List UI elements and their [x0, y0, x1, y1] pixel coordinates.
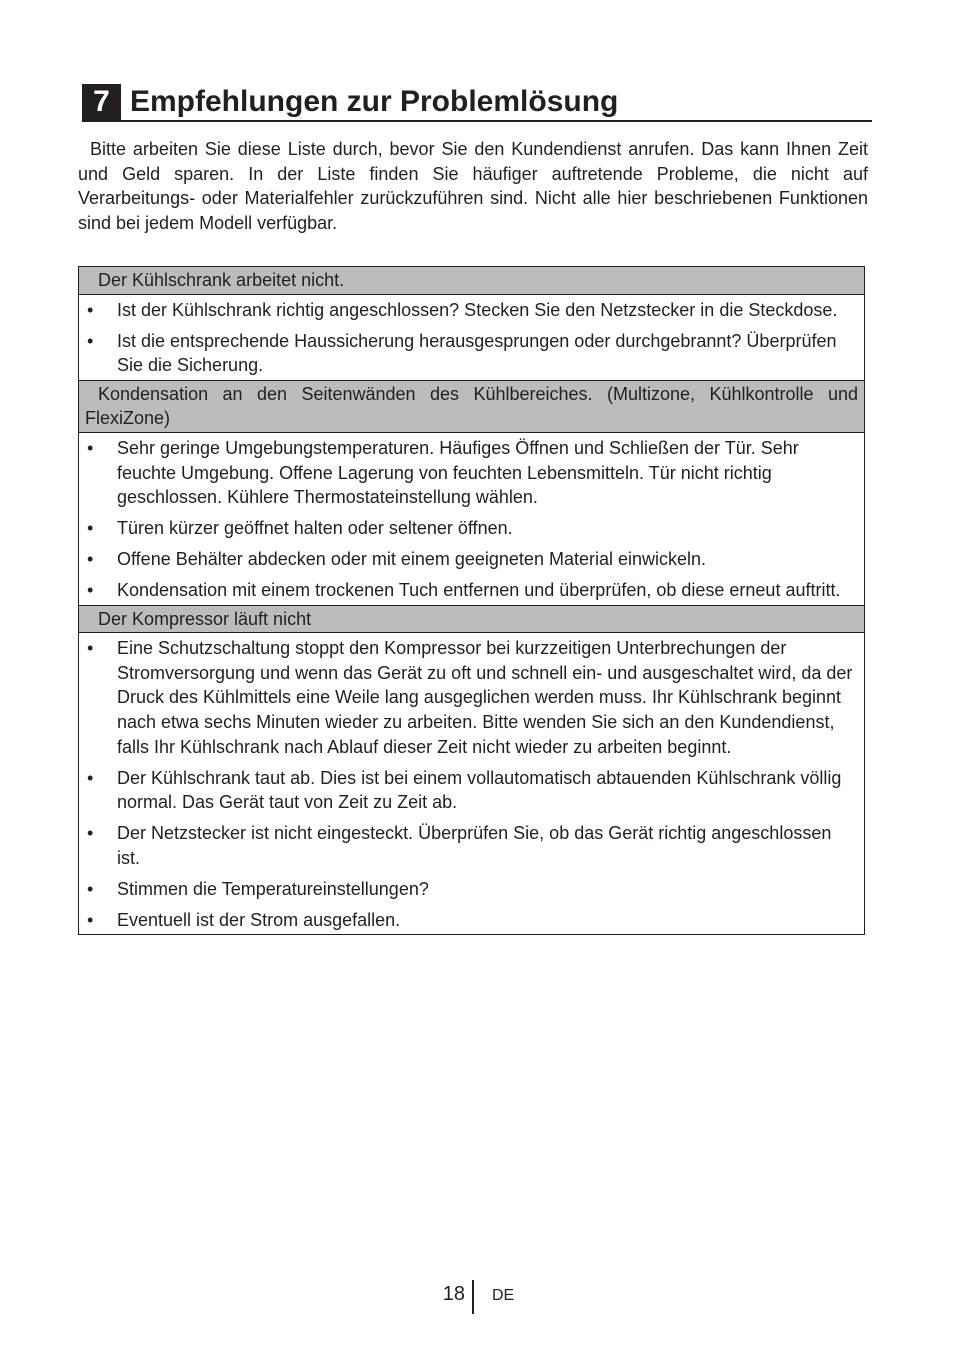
list-item: • Eine Schutzschaltung stoppt den Kompressor bei kurzzeitigen Unterbrechungen der Stromversorgung und wenn das Gerät zu oft und schnell ein- und ausgeschaltet wird, da der Druck des Kühlmittels eine Weile lang ausgeglichen werden muss. Ihr Kühlschrank beginnt nach etwa sechs Minuten wieder zu arbeiten. Bitte wenden Sie sich an den Kundendienst, falls Ihr Kühlschrank nach Ablauf dieser Zeit nicht wieder zu arbeiten beginnt. — [79, 636, 858, 759]
list-item: • Der Kühlschrank taut ab. Dies ist bei einem vollautomatisch abtauenden Kühlschrank völlig normal. Das Gerät taut von Zeit zu Zeit ab. — [79, 766, 858, 815]
list-item: • Stimmen die Temperatureinstellungen? — [79, 877, 858, 902]
solution-list — [79, 298, 858, 378]
solution-list — [79, 636, 858, 932]
section-heading — [82, 82, 872, 122]
problem-body-not-working — [79, 295, 864, 381]
list-item: • Der Netzstecker ist nicht eingesteckt. Überprüfen Sie, ob das Gerät richtig angeschlossen ist. — [79, 821, 858, 870]
problem-body-compressor — [79, 633, 864, 934]
language-code: DE — [492, 1287, 515, 1304]
list-item: • Offene Behälter abdecken oder mit einem geeigneten Material einwickeln. — [79, 547, 858, 572]
problem-header-condensation: Kondensation an den Seitenwänden des Kühlbereiches. (Multizone, Kühlkontrolle und FlexiZone) — [79, 381, 864, 433]
section-number-badge: 7 — [82, 84, 121, 120]
problem-header-compressor: Der Kompressor läuft nicht — [79, 606, 864, 634]
page-number: 18 — [442, 1283, 465, 1305]
list-item: • Eventuell ist der Strom ausgefallen. — [79, 908, 858, 933]
solution-list — [79, 436, 858, 603]
list-item: • Türen kürzer geöffnet halten oder seltener öffnen. — [79, 516, 858, 541]
footer-divider — [472, 1280, 474, 1314]
problem-body-condensation — [79, 433, 864, 606]
page-footer — [0, 1280, 954, 1316]
list-item: • Ist der Kühlschrank richtig angeschlossen? Stecken Sie den Netzstecker in die Steckdose. — [79, 298, 858, 323]
list-item: • Ist die entsprechende Haussicherung herausgesprungen oder durchgebrannt? Überprüfen Sie die Sicherung. — [79, 329, 858, 378]
section-title: Empfehlungen zur Problemlösung — [130, 85, 619, 118]
list-item: • Sehr geringe Umgebungstemperaturen. Häufiges Öffnen und Schließen der Tür. Sehr feuchte Umgebung. Offene Lagerung von feuchten Lebensmitteln. Tür nicht richtig geschlossen. Kühlere Thermostateinstellung wählen. — [79, 436, 858, 510]
troubleshooting-table — [78, 266, 865, 935]
list-item: • Kondensation mit einem trockenen Tuch entfernen und überprüfen, ob diese erneut auftritt. — [79, 578, 858, 603]
problem-header-not-working: Der Kühlschrank arbeitet nicht. — [79, 267, 864, 295]
intro-paragraph: Bitte arbeiten Sie diese Liste durch, bevor Sie den Kundendienst anrufen. Das kann Ihnen Zeit und Geld sparen. In der Liste finden Sie häufiger auftretende Probleme, die nicht auf Verarbeitungs- oder Materialfehler zurückzuführen sind. Nicht alle hier beschriebenen Funktionen sind bei jedem Modell verfügbar. — [78, 139, 868, 233]
